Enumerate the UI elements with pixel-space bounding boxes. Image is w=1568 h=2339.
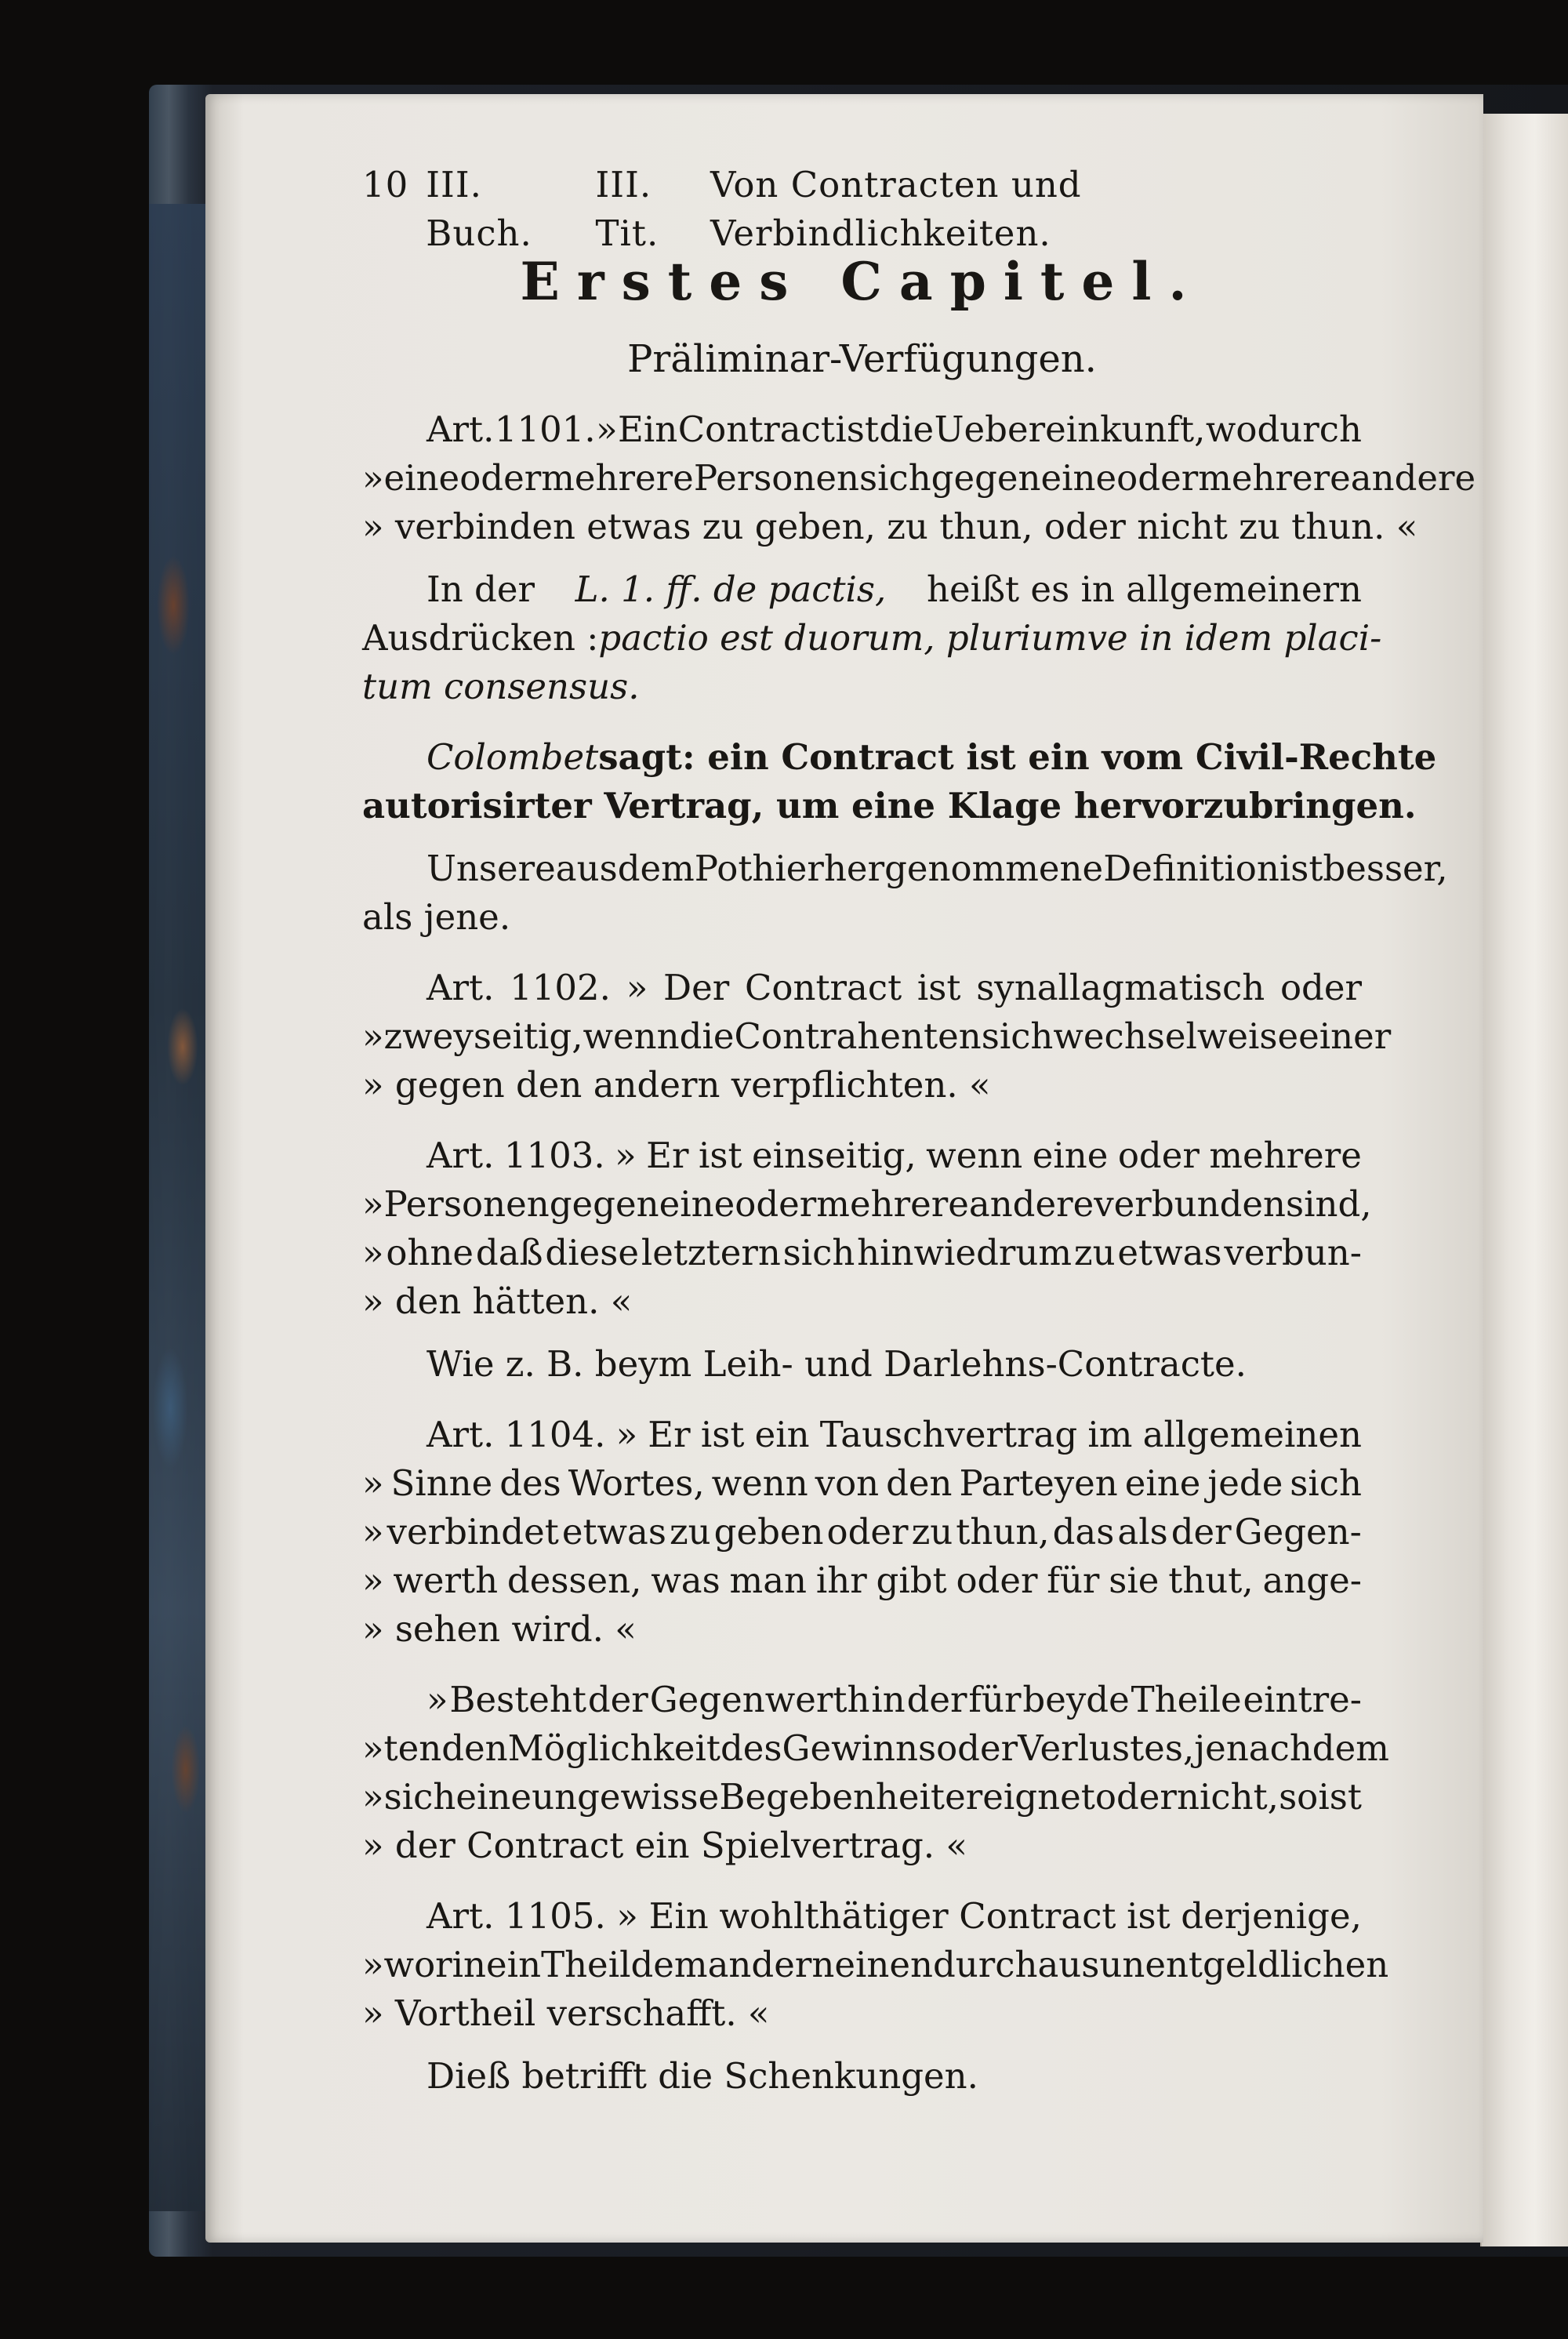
word: eine: [659, 1183, 735, 1225]
text-line: [362, 1556, 1362, 1605]
word: in: [871, 1679, 906, 1720]
word: wechselweise: [1053, 1015, 1299, 1057]
latin-quote-end: tum consensus.: [362, 666, 640, 707]
commentary-pothier: [362, 844, 1448, 942]
word: Unsere: [426, 848, 556, 889]
word: Tauschvertrag: [819, 1414, 1078, 1455]
word: »: [362, 457, 384, 499]
word: eine: [1124, 1462, 1201, 1504]
word: andere: [968, 1183, 1094, 1225]
word: ist: [1318, 1776, 1362, 1818]
word: »: [626, 967, 648, 1008]
word: oder: [936, 1727, 1018, 1769]
article-1104: [362, 1411, 1362, 1654]
word: Der: [662, 967, 730, 1008]
word: ist: [700, 1414, 745, 1455]
word: thut,: [1168, 1560, 1254, 1601]
word: durchaus: [932, 1944, 1100, 1985]
word: Art.: [426, 1135, 495, 1176]
word: wenn: [583, 1015, 680, 1057]
word: »: [615, 1414, 638, 1455]
word: Begebenheit: [719, 1776, 946, 1818]
word: hergenommene: [823, 848, 1104, 889]
page-number: 10: [362, 164, 409, 205]
word: oder: [1116, 457, 1199, 499]
word: einseitig,: [752, 1135, 916, 1176]
chapter-subtitle: Präliminar-Verfügungen.: [627, 337, 1097, 381]
text-line: [362, 614, 1382, 663]
word: Theil: [541, 1944, 631, 1985]
word: was: [651, 1560, 720, 1601]
text-line: [362, 1892, 1362, 1941]
commentary-colombet: [362, 733, 1437, 830]
word: »: [362, 1511, 384, 1553]
word: synallagmatisch: [976, 967, 1265, 1008]
title-number: III. Tit.: [595, 164, 659, 254]
text-line: [362, 1411, 1362, 1459]
word: aus: [555, 848, 618, 889]
word: oder: [1117, 1135, 1200, 1176]
word: eine: [1032, 1135, 1109, 1176]
text-line: Dieß betrifft die Schenkungen.: [426, 2055, 978, 2097]
word: des: [720, 1727, 782, 1769]
text-line: [362, 1773, 1362, 1821]
word: für: [1047, 1560, 1100, 1601]
word: nachdem: [1225, 1727, 1389, 1769]
word: ohne: [386, 1232, 474, 1273]
word: für: [968, 1679, 1022, 1720]
text-line: Wie z. B. beym Leih- und Darlehns-Contracte.: [426, 1343, 1247, 1385]
word: dem: [630, 1944, 708, 1985]
word: daß: [475, 1232, 543, 1273]
word: etwas: [1117, 1232, 1222, 1273]
text-line: [362, 1676, 1362, 1724]
word: ungewisse: [532, 1776, 720, 1818]
word: oder: [956, 1560, 1038, 1601]
word: wenn: [926, 1135, 1023, 1176]
word: das: [1052, 1511, 1115, 1553]
text-line: [362, 405, 1362, 454]
word: Sinne: [390, 1462, 493, 1504]
word: verbindet: [387, 1511, 559, 1553]
word: wohlthätiger: [719, 1895, 949, 1937]
word: verbunden: [1094, 1183, 1287, 1225]
word: andern: [707, 1944, 835, 1985]
word: Besteht: [449, 1679, 586, 1720]
word: eintre-: [1243, 1679, 1362, 1720]
word: Ein: [648, 1895, 709, 1937]
running-title: Von Contracten und Verbindlichkeiten.: [710, 164, 1082, 254]
word: man: [729, 1560, 808, 1601]
page-edge-stack: [1480, 114, 1568, 2246]
word: als: [1117, 1511, 1168, 1553]
word: ist: [916, 967, 961, 1008]
word: nicht,: [1177, 1776, 1279, 1818]
text-line: [362, 1459, 1362, 1508]
word: diese: [545, 1232, 639, 1273]
word: Er: [648, 1414, 691, 1455]
page-text: [362, 161, 1476, 2101]
word: 1104.: [504, 1414, 606, 1455]
word: Personen: [383, 1183, 550, 1225]
word: beyde: [1022, 1679, 1130, 1720]
word: Art.: [426, 967, 495, 1008]
word: gegen: [931, 457, 1041, 499]
word: gibt: [876, 1560, 947, 1601]
word: ist: [698, 1135, 742, 1176]
word: geben: [713, 1511, 824, 1553]
chapter-title: Erstes Capitel.: [520, 251, 1204, 312]
commentary-pactis: [362, 565, 1382, 711]
text-line: [362, 1131, 1362, 1180]
word: 1101.: [494, 409, 596, 450]
word: den: [886, 1462, 953, 1504]
word: eine: [383, 457, 460, 499]
text-line: » Vortheil verschafft. «: [362, 1992, 770, 2034]
word: Theile: [1131, 1679, 1242, 1720]
word: sich: [859, 457, 931, 499]
word: der: [587, 1679, 648, 1720]
word: oder: [459, 457, 542, 499]
word: »: [426, 1679, 448, 1720]
word: letztern: [641, 1232, 781, 1273]
word: worin: [383, 1944, 487, 1985]
word: Contract: [744, 967, 902, 1008]
text-line: » den hätten. «: [362, 1280, 633, 1322]
word: Contract: [677, 409, 835, 450]
word: zu: [669, 1511, 711, 1553]
word: »: [615, 1135, 637, 1176]
text-line: [362, 1180, 1372, 1229]
word: Verlustes,: [1018, 1727, 1195, 1769]
word: wodurch: [1205, 409, 1362, 450]
word: sie: [1109, 1560, 1160, 1601]
word: von: [815, 1462, 880, 1504]
word: ist: [835, 409, 879, 450]
word: 1102.: [510, 967, 611, 1008]
word: thun,: [956, 1511, 1050, 1553]
word: Möglichkeit: [507, 1727, 720, 1769]
text-line: [362, 1724, 1389, 1773]
word: die: [879, 409, 935, 450]
word: verbun-: [1224, 1232, 1362, 1273]
word: Er: [646, 1135, 689, 1176]
word: »: [616, 1895, 638, 1937]
word: werth: [393, 1560, 499, 1601]
word: unentgeldlichen: [1099, 1944, 1389, 1985]
word: mehrere: [816, 1183, 969, 1225]
text-line: als jene.: [362, 896, 511, 938]
word: gegen: [549, 1183, 659, 1225]
latin-citation: L. 1. ff. de pactis,: [575, 568, 887, 610]
word: sich: [981, 1015, 1054, 1057]
word: einen: [834, 1944, 933, 1985]
word: hinwiedrum: [857, 1232, 1073, 1273]
word: Art.: [426, 1414, 495, 1455]
word: oder: [1279, 967, 1362, 1008]
word: der: [1171, 1511, 1232, 1553]
text-line: » der Contract ein Spielvertrag. «: [362, 1825, 967, 1866]
word: der: [906, 1679, 967, 1720]
text-line: [362, 844, 1448, 893]
word: wenn: [711, 1462, 808, 1504]
word: oder: [1094, 1776, 1177, 1818]
text-line: » gegen den andern verpflichten. «: [362, 1064, 991, 1106]
word: die: [679, 1015, 735, 1057]
word: »: [362, 1776, 384, 1818]
word: des: [499, 1462, 561, 1504]
word: mehrere: [1209, 1135, 1362, 1176]
word: »: [362, 1232, 384, 1273]
word: »: [596, 409, 618, 450]
word: Gegenwerth: [649, 1679, 870, 1720]
word: »: [362, 1015, 384, 1057]
article-1101: [362, 405, 1476, 551]
word: ein: [486, 1944, 542, 1985]
word: derjenige,: [1181, 1895, 1362, 1937]
latin-quote: pactio est duorum, pluriumve in idem placi-: [598, 617, 1382, 659]
text-line: [362, 1229, 1362, 1277]
word: ihr: [815, 1560, 867, 1601]
commentary-gifts: [362, 2052, 1362, 2101]
commentary-examples: [362, 1340, 1362, 1389]
word: oder: [826, 1511, 909, 1553]
text-fragment: heißt es in allgemeinern: [926, 568, 1362, 610]
word: etwas: [561, 1511, 666, 1553]
word: ist: [1127, 1895, 1171, 1937]
word: ist: [1279, 848, 1323, 889]
word: je: [1194, 1727, 1226, 1769]
word: sich: [1290, 1462, 1362, 1504]
word: allgemeinen: [1142, 1414, 1362, 1455]
running-head: [362, 161, 1362, 254]
article-1104-continued: [362, 1676, 1389, 1870]
word: Definition: [1103, 848, 1279, 889]
word: mehrere: [541, 457, 694, 499]
text-line: [362, 1941, 1389, 1989]
word: »: [362, 1462, 384, 1504]
word: Uebereinkunft,: [934, 409, 1206, 450]
marbled-edge: [149, 204, 210, 2211]
word: Parteyen: [959, 1462, 1118, 1504]
word: »: [362, 1560, 384, 1601]
word: besser,: [1323, 848, 1448, 889]
word: dem: [617, 848, 695, 889]
word: im: [1087, 1414, 1133, 1455]
word: zu: [1073, 1232, 1116, 1273]
text-line: » sehen wird. «: [362, 1608, 637, 1650]
article-1105: [362, 1892, 1389, 2038]
word: Ein: [618, 409, 678, 450]
word: sich: [782, 1232, 855, 1273]
word: andere: [1350, 457, 1476, 499]
word: zu: [911, 1511, 953, 1553]
word: Wortes,: [568, 1462, 705, 1504]
word: ereignet: [945, 1776, 1095, 1818]
word: sich: [383, 1776, 456, 1818]
text-fragment: sagt: ein Contract ist ein vom Civil-Rechte: [598, 736, 1437, 778]
word: Art.: [426, 1895, 495, 1937]
text-line: autorisirter Vertrag, um eine Klage hervorzubringen.: [362, 785, 1417, 826]
word: 1105.: [505, 1895, 606, 1937]
word: zweyseitig,: [383, 1015, 583, 1057]
text-fragment: In der: [426, 568, 535, 610]
author-name: Colombet: [426, 736, 599, 778]
text-line: [362, 964, 1362, 1012]
word: ein: [754, 1414, 810, 1455]
word: einer: [1298, 1015, 1392, 1057]
word: mehrere: [1198, 457, 1351, 499]
word: Contrahenten: [734, 1015, 982, 1057]
word: oder: [735, 1183, 817, 1225]
book-label: III. Buch.: [426, 164, 532, 254]
text-line: » verbinden etwas zu geben, zu thun, oder nicht zu thun. «: [362, 506, 1418, 547]
word: Gegen-: [1234, 1511, 1362, 1553]
word: eine: [1040, 457, 1117, 499]
word: Art.: [426, 409, 495, 450]
word: »: [362, 1727, 384, 1769]
word: jede: [1207, 1462, 1283, 1504]
article-1102: [362, 964, 1392, 1110]
text-fragment: Ausdrücken :: [362, 617, 599, 659]
word: tenden: [383, 1727, 508, 1769]
word: ange-: [1262, 1560, 1362, 1601]
word: 1103.: [503, 1135, 605, 1176]
word: Personen: [693, 457, 859, 499]
text-line: [362, 454, 1476, 503]
word: eine: [456, 1776, 532, 1818]
word: Pothier: [694, 848, 824, 889]
word: dessen,: [506, 1560, 642, 1601]
text-line: [362, 1508, 1362, 1556]
article-1103: [362, 1131, 1372, 1326]
text-line: [362, 1012, 1392, 1061]
word: »: [362, 1944, 384, 1985]
text-line: [362, 733, 1437, 782]
word: »: [362, 1183, 384, 1225]
word: Gewinns: [782, 1727, 937, 1769]
word: Contract: [959, 1895, 1116, 1937]
word: sind,: [1286, 1183, 1372, 1225]
text-line: [362, 565, 1362, 614]
word: so: [1279, 1776, 1319, 1818]
